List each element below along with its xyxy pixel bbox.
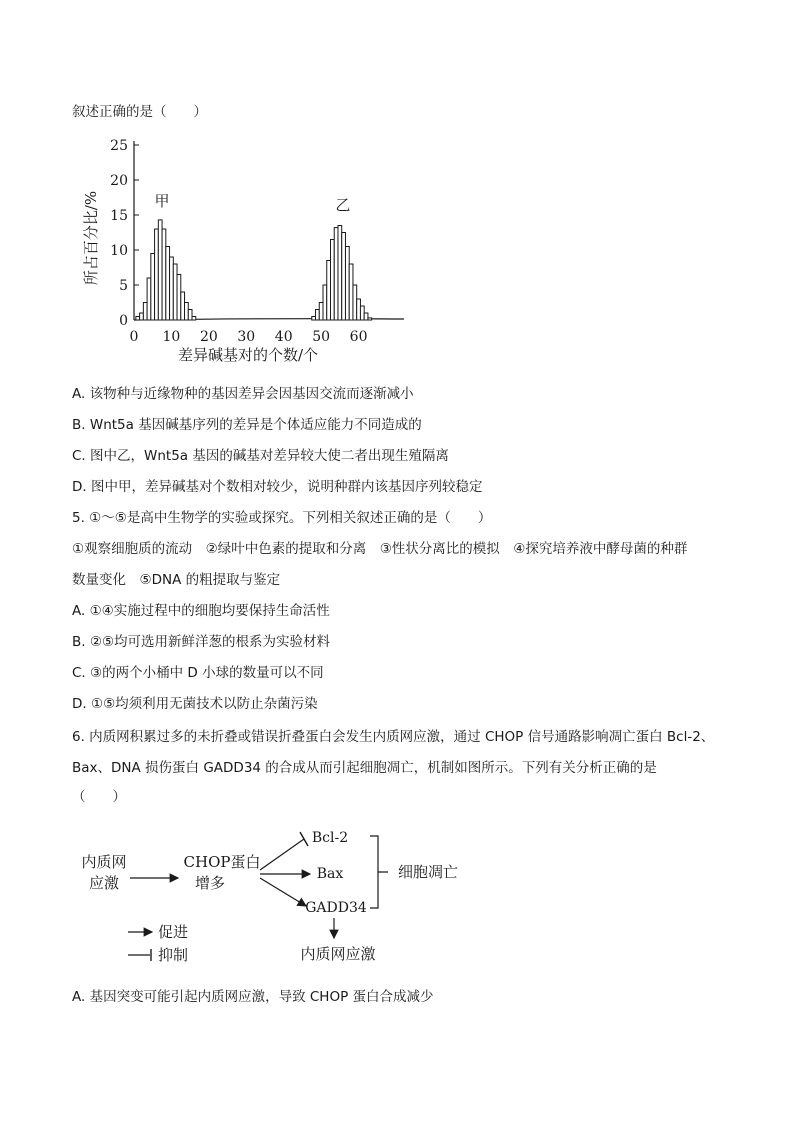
histogram-bar-yi bbox=[357, 299, 361, 320]
histogram-bar-jia bbox=[136, 317, 140, 321]
series-label-yi: 乙 bbox=[335, 196, 351, 214]
inhibit-bar bbox=[300, 832, 308, 846]
q5-stem: 5. ①～⑤是高中生物学的实验或探究。下列相关叙述正确的是（ ） bbox=[72, 510, 492, 526]
x-tick-label: 60 bbox=[349, 329, 368, 345]
histogram-bar-yi bbox=[316, 310, 320, 321]
node-er-stress-result: 内质网应激 bbox=[300, 945, 376, 963]
histogram-bar-jia bbox=[177, 275, 181, 321]
q6-option-a: A. 基因突变可能引起内质网应激，导致 CHOP 蛋白合成减少 bbox=[72, 989, 434, 1005]
histogram-bar-yi bbox=[353, 285, 357, 320]
histogram-bar-jia bbox=[143, 303, 147, 321]
y-axis-label: 所占百分比/% bbox=[82, 190, 100, 286]
y-tick-label: 5 bbox=[119, 278, 128, 294]
series-label-jia: 甲 bbox=[154, 192, 170, 210]
q5-option-a: A. ①④实施过程中的细胞均要保持生命活性 bbox=[72, 603, 330, 619]
histogram-bar-jia bbox=[188, 310, 192, 321]
mechanism-diagram bbox=[74, 822, 474, 972]
bracket bbox=[370, 836, 388, 908]
histogram-bar-yi bbox=[334, 228, 338, 320]
legend-promote-label: 促进 bbox=[158, 923, 189, 941]
arrow-chop-to-gadd34 bbox=[260, 878, 306, 906]
q4-option-d: D. 图中甲，差异碱基对个数相对较少，说明种群内该基因序列较稳定 bbox=[72, 479, 483, 495]
q4-stem: 叙述正确的是（ ） bbox=[72, 104, 207, 120]
histogram-bar-jia bbox=[192, 317, 196, 321]
q5-option-b: B. ②⑤均可选用新鲜洋葱的根系为实验材料 bbox=[72, 634, 331, 650]
histogram-bar-yi bbox=[364, 313, 368, 320]
node-er-stress-line2: 应激 bbox=[88, 874, 120, 892]
q6-stem-line1: 6. 内质网积累过多的未折叠或错误折叠蛋白会发生内质网应激，通过 CHOP 信号通路影响凋亡蛋白 Bcl-2、 bbox=[72, 729, 715, 745]
histogram-bar-jia bbox=[147, 278, 151, 320]
q5-items-line1: ①观察细胞质的流动 ②绿叶中色素的提取和分离 ③性状分离比的模拟 ④探究培养液中酵母菌的种群 bbox=[72, 541, 688, 557]
node-chop-line1: CHOP蛋白 bbox=[183, 853, 261, 871]
y-tick-label: 20 bbox=[110, 173, 128, 189]
histogram-bar-jia bbox=[166, 247, 170, 321]
histogram-bar-yi bbox=[368, 318, 372, 320]
histogram-bar-yi bbox=[327, 261, 331, 321]
node-bcl2: Bcl-2 bbox=[311, 830, 349, 846]
x-tick-label: 40 bbox=[274, 329, 293, 345]
q4-option-b: B. Wnt5a 基因碱基序列的差异是个体适应能力不同造成的 bbox=[72, 417, 422, 433]
legend-inhibit-label: 抑制 bbox=[158, 946, 189, 964]
histogram-bar-yi bbox=[345, 247, 349, 321]
histogram-bar-yi bbox=[342, 233, 346, 321]
histogram-bar-jia bbox=[181, 292, 185, 320]
histogram-bar-jia bbox=[162, 229, 166, 320]
difference-histogram bbox=[78, 130, 418, 365]
histogram-bar-jia bbox=[151, 254, 155, 321]
y-tick-label: 15 bbox=[110, 208, 128, 224]
histogram-bar-yi bbox=[323, 285, 327, 320]
q4-option-c: C. 图中乙，Wnt5a 基因的碱基对差异较大使二者出现生殖隔离 bbox=[72, 448, 449, 464]
x-tick-label: 20 bbox=[199, 329, 218, 345]
y-tick-label: 25 bbox=[110, 138, 128, 154]
histogram-bar-jia bbox=[173, 264, 177, 320]
y-tick-label: 0 bbox=[119, 313, 128, 329]
histogram-bar-jia bbox=[140, 313, 144, 320]
histogram-bar-yi bbox=[331, 240, 335, 321]
node-chop-line2: 增多 bbox=[194, 874, 226, 892]
inhibit-chop-to-bcl2 bbox=[260, 839, 304, 870]
histogram-bar-yi bbox=[319, 303, 323, 321]
node-gadd34: GADD34 bbox=[305, 900, 367, 916]
q5-option-d: D. ①⑤均须利用无菌技术以防止杂菌污染 bbox=[72, 696, 318, 712]
histogram-bar-yi bbox=[360, 306, 364, 320]
q5-option-c: C. ③的两个小桶中 D 小球的数量可以不同 bbox=[72, 665, 324, 681]
histogram-bar-jia bbox=[170, 257, 174, 320]
x-tick-label: 0 bbox=[129, 329, 139, 345]
q4-option-a: A. 该物种与近缘物种的基因差异会因基因交流而逐渐减小 bbox=[72, 386, 414, 402]
histogram-bar-yi bbox=[349, 264, 353, 320]
histogram-bar-jia bbox=[158, 220, 162, 320]
node-apoptosis: 细胞凋亡 bbox=[397, 863, 459, 881]
histogram-bar-yi bbox=[312, 317, 316, 321]
node-bax: Bax bbox=[316, 866, 344, 882]
y-tick-label: 10 bbox=[110, 243, 128, 259]
x-tick-label: 50 bbox=[312, 329, 331, 345]
node-er-stress-line1: 内质网 bbox=[81, 853, 127, 871]
histogram-bar-yi bbox=[338, 226, 342, 321]
q6-stem-line3: （ ） bbox=[72, 789, 126, 805]
histogram-bar-jia bbox=[185, 303, 189, 321]
x-tick-label: 30 bbox=[237, 329, 256, 345]
x-axis-label: 差异碱基对的个数/个 bbox=[177, 346, 319, 364]
q5-items-line2: 数量变化 ⑤DNA 的粗提取与鉴定 bbox=[72, 572, 281, 588]
histogram-bar-jia bbox=[155, 229, 159, 320]
x-tick-label: 10 bbox=[162, 329, 181, 345]
q6-stem-line2: Bax、DNA 损伤蛋白 GADD34 的合成从而引起细胞凋亡，机制如图所示。下列有关分析正确的是 bbox=[72, 760, 657, 776]
